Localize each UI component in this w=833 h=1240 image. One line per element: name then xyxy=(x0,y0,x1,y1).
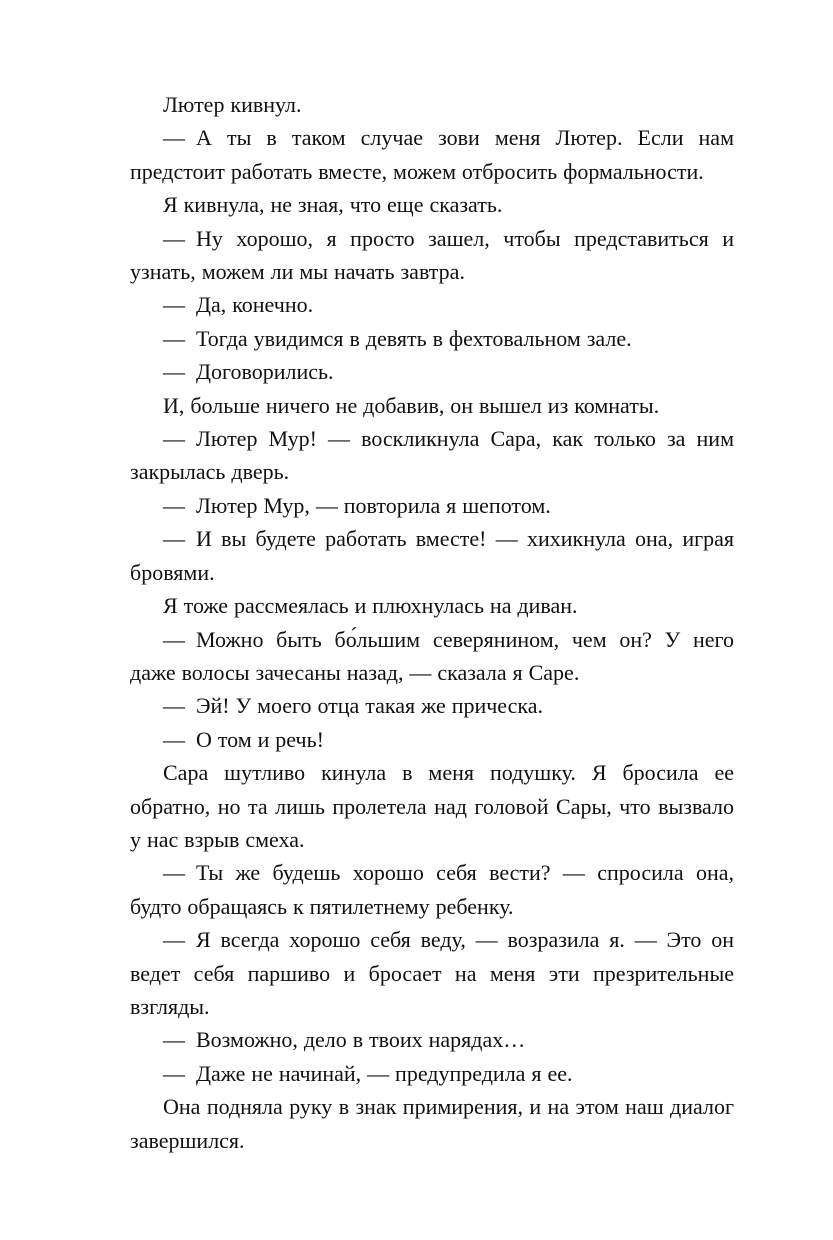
paragraph: Она подняла руку в знак примирения, и на этом наш диалог завершился. xyxy=(130,1094,734,1153)
paragraph: — О том и речь! xyxy=(163,726,324,752)
paragraph: — Я всегда хорошо себя веду, — возразила я. — Это он ведет себя паршиво и бросает на меня эти презрительные взгляды. xyxy=(130,927,734,1019)
paragraph: — Возможно, дело в твоих нарядах… xyxy=(163,1027,526,1053)
paragraph: — Ну хорошо, я просто зашел, чтобы представиться и узнать, можем ли мы начать завтра. xyxy=(130,225,734,285)
paragraph: Я кивнула, не зная, что еще сказать. xyxy=(163,192,503,218)
paragraph: — И вы будете работать вместе! — хихикнула она, играя бровями. xyxy=(130,526,734,585)
paragraph: — Да, конечно. xyxy=(163,292,314,318)
paragraph: — Лютер Мур! — воскликнула Сара, как только за ним закрылась дверь. xyxy=(130,426,734,485)
paragraph: Я тоже рассмеялась и плюхнулась на диван. xyxy=(163,593,578,619)
paragraph: — Договорились. xyxy=(163,359,334,385)
page-text-block xyxy=(130,88,734,1157)
paragraph: — Ты же будешь хорошо себя вести? — спросила она, будто обращаясь к пятилетнему ребенку. xyxy=(130,860,734,919)
paragraph: — А ты в таком случае зови меня Лютер. Если нам предстоит работать вместе, можем отбросить формальности. xyxy=(130,125,734,184)
paragraph: Лютер кивнул. xyxy=(163,92,302,117)
paragraph: — Эй! У моего отца такая же прическа. xyxy=(163,693,544,719)
paragraph: Сара шутливо кинула в меня подушку. Я бросила ее обратно, но та лишь пролетела над головой Сары, что вызвало у нас взрыв смеха. xyxy=(130,760,734,852)
paragraph: — Тогда увидимся в девять в фехтовальном зале. xyxy=(163,325,632,351)
paragraph: — Даже не начинай, — предупредила я ее. xyxy=(163,1060,573,1086)
paragraph: И, больше ничего не добавив, он вышел из комнаты. xyxy=(163,392,660,418)
paragraph: — Можно быть бо́льшим северянином, чем он? У него даже волосы зачесаны назад, — сказала я Саре. xyxy=(130,626,734,685)
paragraph: — Лютер Мур, — повторила я шепотом. xyxy=(163,492,551,518)
